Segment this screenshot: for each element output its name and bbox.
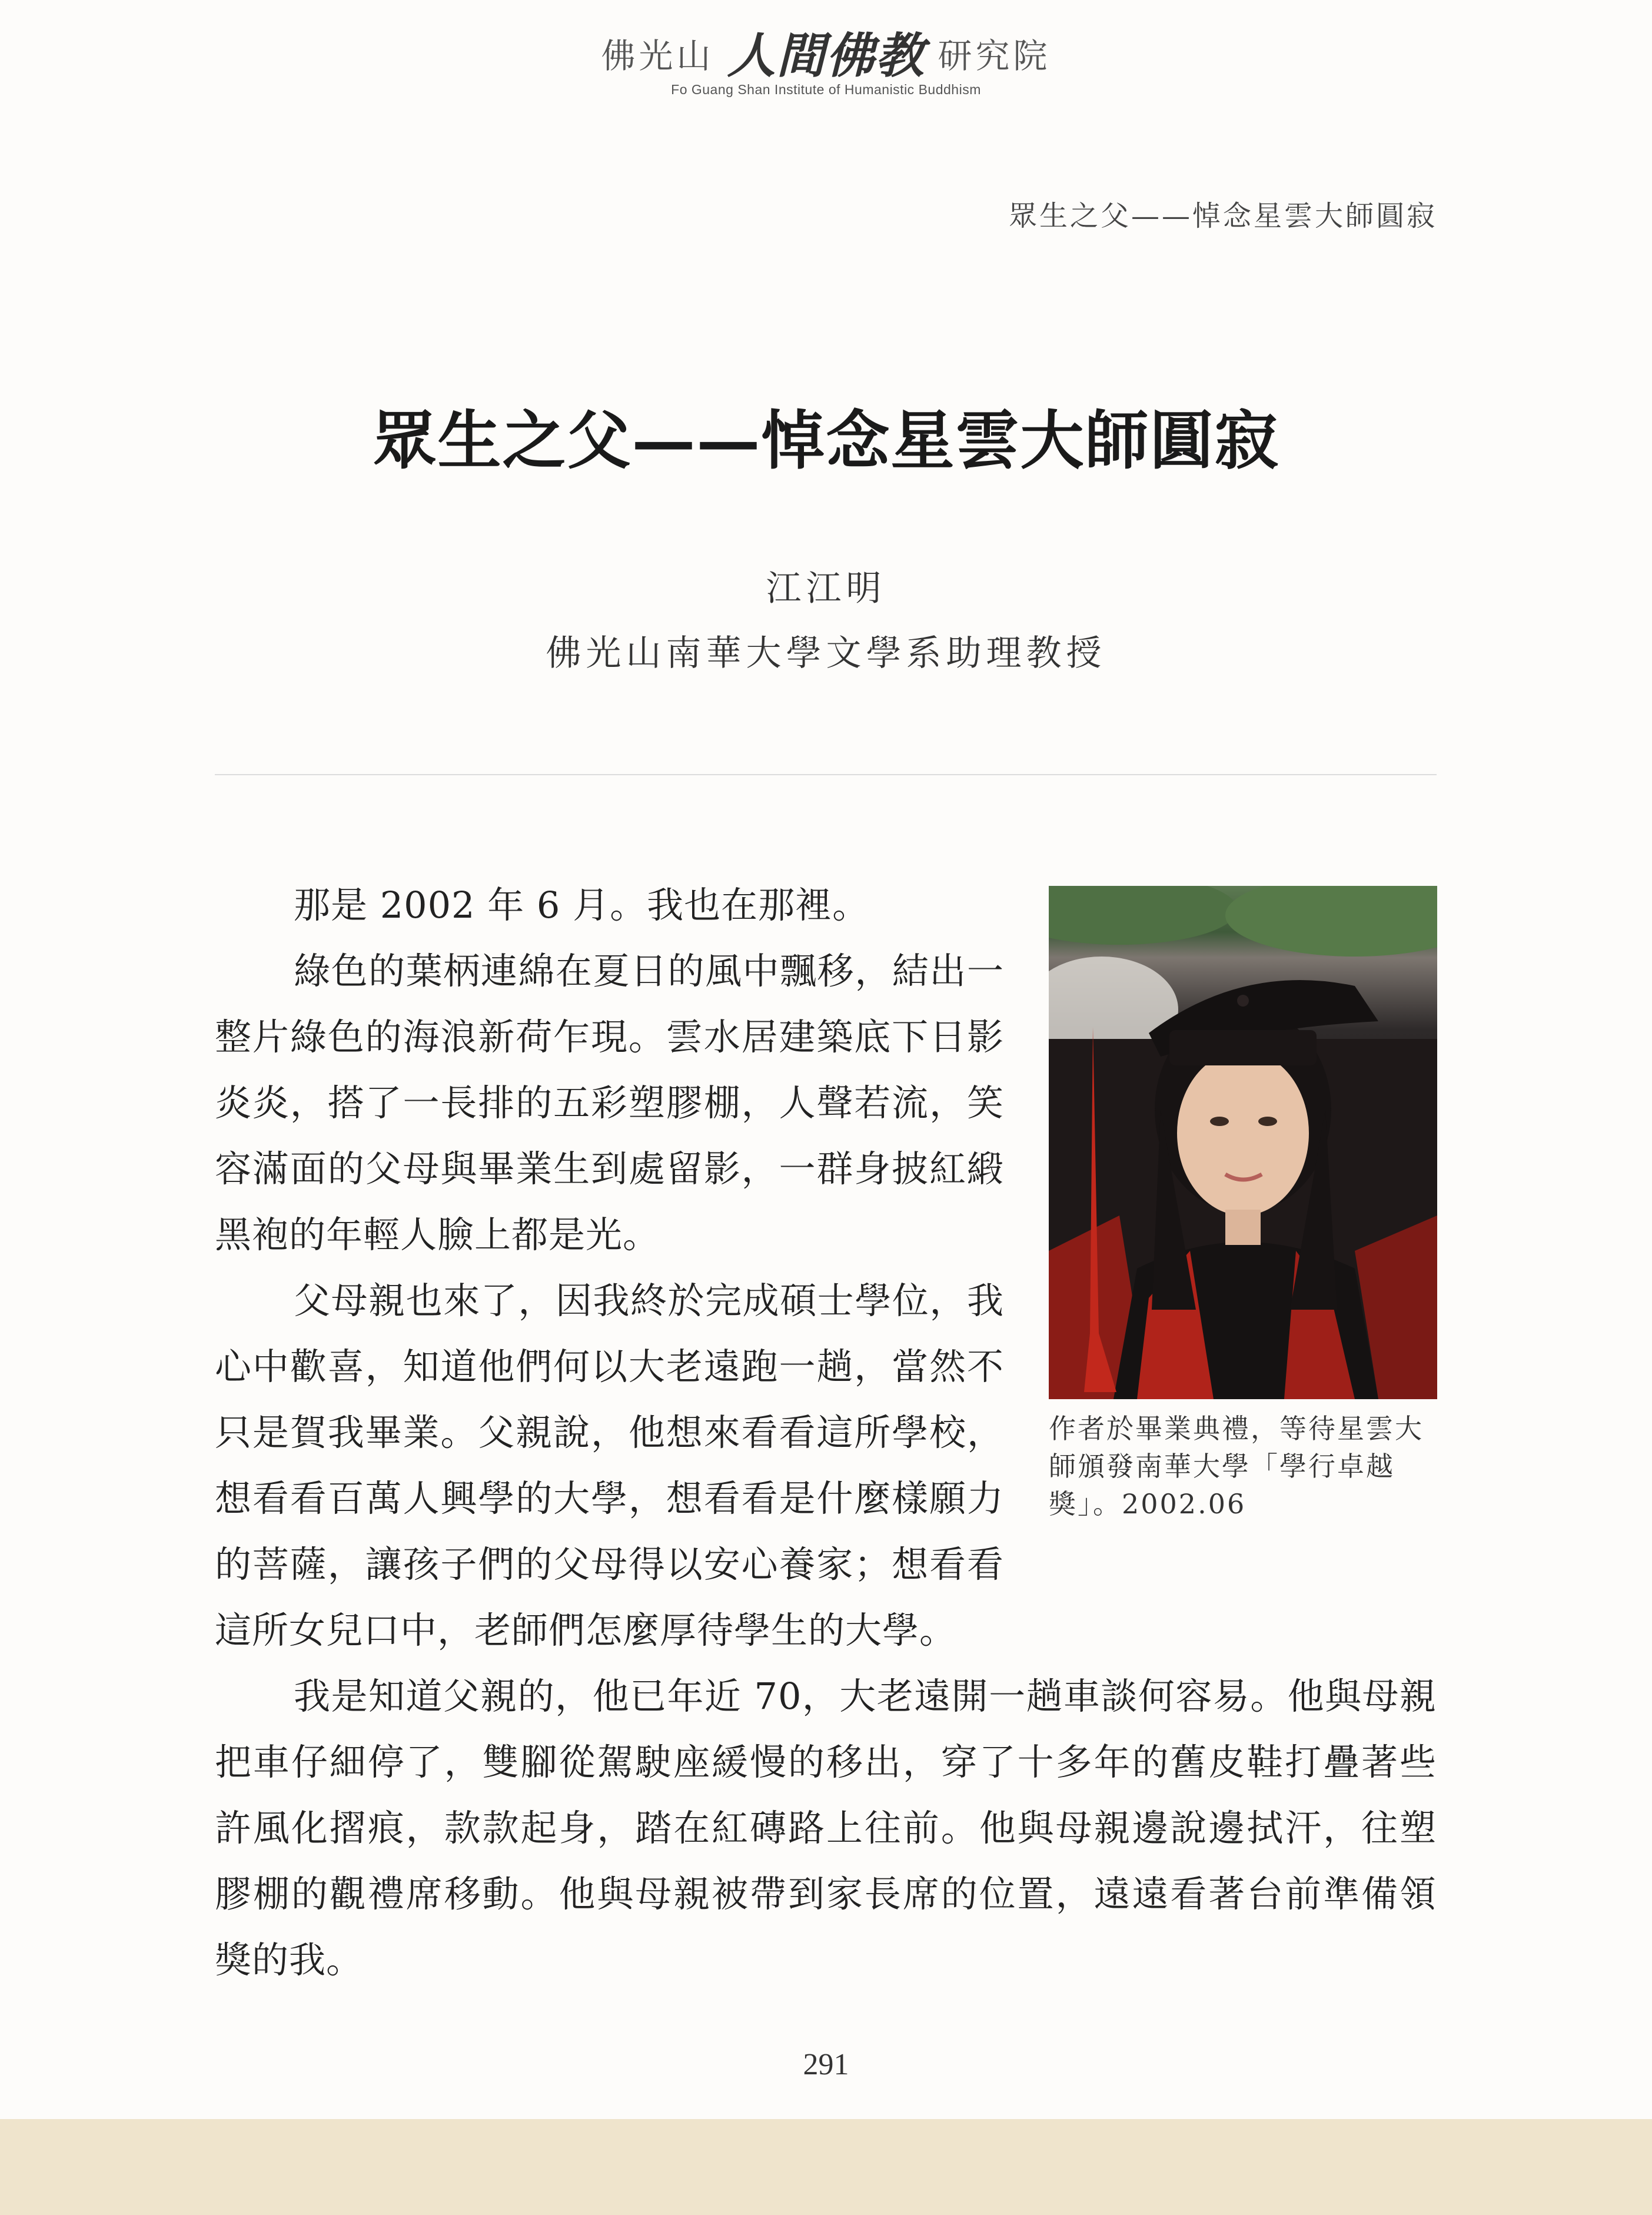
- author-block: [0, 556, 1652, 686]
- figure-spacer: [1004, 872, 1437, 1567]
- running-head: 眾生之父——悼念星雲大師圓寂: [1008, 200, 1437, 233]
- body-paragraph-4: 我是知道父親的，他已年近 70，大老遠開一趟車談何容易。他與母親把車仔細停了，雙腳從駕駛座緩慢的移出，穿了十多年的舊皮鞋打疊著些許風化摺痕，款款起身，踏在紅磚路上往前。他與母親邊說邊拭汗，往塑膠棚的觀禮席移動。他與母親被帶到家長席的位置，遠遠看著台前準備領獎的我。: [215, 1675, 1437, 1981]
- page-header: [0, 28, 1652, 98]
- institute-logo: [601, 28, 1051, 98]
- article-body: [215, 872, 1437, 1993]
- institute-brand: 人間佛教: [727, 28, 925, 84]
- institute-prefix: 佛光山: [601, 36, 714, 76]
- author-affiliation: 佛光山南華大學文學系助理教授: [546, 633, 1106, 674]
- footer-band: [0, 2119, 1652, 2215]
- photo-caption: 作者於畢業典禮，等待星雲大師頒發南華大學「學行卓越獎」。2002.06: [1049, 1413, 1424, 1520]
- page-number: 291: [803, 2048, 849, 2081]
- body-paragraph-3: 父母親也來了，因我終於完成碩士學位，我心中歡喜，知道他們何以大老遠跑一趟，當然不只是賀我畢業。父親說，他想來看看這所學校，想看看百萬人興學的大學，想看看是什麼樣願力的菩薩，讓孩子們的父母得以安心養家；想看看這所女兒口中，老師們怎麼厚待學生的大學。: [215, 1279, 1004, 1652]
- author-name: 江江明: [766, 568, 886, 609]
- institute-name: [601, 28, 1051, 84]
- article-title: 眾生之父——悼念星雲大師圓寂: [373, 404, 1279, 479]
- body-paragraph-2: 綠色的葉柄連綿在夏日的風中飄移，結出一整片綠色的海浪新荷乍現。雲水居建築底下日影炎炎，搭了一長排的五彩塑膠棚，人聲若流，笑容滿面的父母與畢業生到處留影，一群身披紅緞黑袍的年輕人臉上都是光。: [215, 949, 1004, 1256]
- header-divider: [215, 774, 1437, 775]
- institute-suffix: 研究院: [938, 36, 1051, 76]
- body-paragraph-1: 那是 2002 年 6 月。我也在那裡。: [294, 884, 870, 926]
- institute-english-name: Fo Guang Shan Institute of Humanistic Buddhism: [671, 82, 981, 97]
